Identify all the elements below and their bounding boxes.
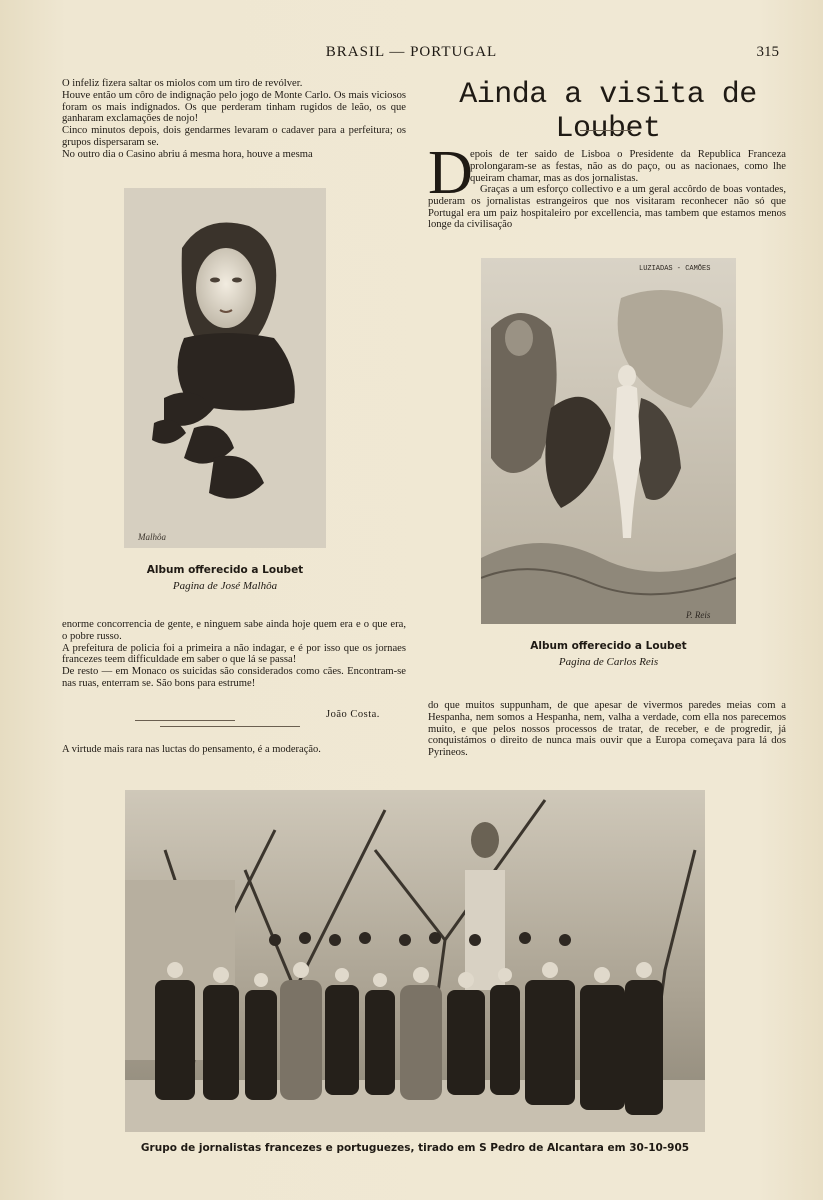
paragraph: Houve então um côro de indignação pelo jogo de Monte Carlo. Os mais viciosos foram os mais indignados. Os que perderam tinham rugidos de leão, os que ganharam exclamações de nojo! [62,89,406,125]
journalists-group-photo [125,790,705,1132]
paragraph: No outro dia o Casino abriu á mesma hora, houve a mesma [62,148,313,160]
paragraph: Graças a um esforço collectivo e a um geral accôrdo de boas vontades, puderam os jornalistas estrangeiros que nos visitaram reconhecer não só que Portugal era um paiz hospitaleiro por excellencia, mas tambem que estamos menos longe da civilisação [428,184,786,231]
left-figure-credit: Pagina de José Malhôa [172,580,278,592]
title-rule [580,130,632,131]
paragraph: epois de ter saido de Lisboa o Presidente da Republica Franceza prolongaram-se as festas, não as do paço, ou as nacionaes, como lhe queiram chamar, mas as dos jornalistas. [470,149,786,184]
allegory-illustration [481,258,736,624]
group-photo-caption: Grupo de jornalistas francezes e portuguezes, tirado em S Pedro de Alcantara em 30-10-905 [140,1142,690,1154]
malhoa-portrait-plate [124,188,326,548]
page-number: 315 [756,44,779,60]
artist-signature: P. Reis [686,610,711,620]
divider [135,720,235,721]
left-column-bottom-text [62,619,406,690]
artist-signature: Malhôa [138,532,166,542]
right-figure-caption: Album offerecido a Loubet [530,640,687,652]
drop-cap: D [428,139,473,207]
paragraph: A prefeitura de policia foi a primeira a não indagar, e é por isso que os jornaes francezes teem difficuldade em saber o que lá se passa! [62,642,406,666]
left-column-top-text [62,78,406,161]
paragraph: De resto — em Monaco os suicidas são considerados como cães. Encontram-se nas ruas, enterram se. São bons para estrume! [62,666,406,689]
running-header: BRASIL — PORTUGAL [325,44,498,60]
divider [160,726,300,727]
paragraph: do que muitos suppunham, de que apesar de vivermos paredes meias com a Hespanha, nem somos a Hespanha, nem, valha a verdade, com ella nos parecemos muito, e que pelos nossos processos de tratar, de receber, e de progredir, já conquistámos o direito de nunca mais ouvir que a Europa começava para lá dos Pyrineos. [428,700,786,759]
article-intro [470,149,786,184]
paragraph: enorme concorrencia de gente, e ninguem sabe ainda hoje quem era e o que era, o pobre russo. [62,619,406,642]
paragraph: O infeliz fizera saltar os miolos com um tiro de revólver. [62,78,303,89]
left-figure-caption: Album offerecido a Loubet [146,564,304,576]
article-continuation [428,700,786,759]
author-signature: João Costa. [326,709,380,720]
article-title: Ainda a visita de Loubet [459,78,757,146]
article-body [428,184,786,231]
maxim-quote: A virtude mais rara nas luctas do pensamento, é a moderação. [62,744,321,755]
reis-allegory-plate [481,258,736,624]
paragraph: Cinco minutos depois, dois gendarmes levaram o cadaver para a perfeitura; os grupos dispersaram se. [62,125,406,148]
group-photo-image [125,790,705,1132]
plate-inscription: LUZIADAS - CAMÕES [639,265,711,273]
portrait-illustration [124,188,326,548]
right-figure-credit: Pagina de Carlos Reis [558,656,659,668]
